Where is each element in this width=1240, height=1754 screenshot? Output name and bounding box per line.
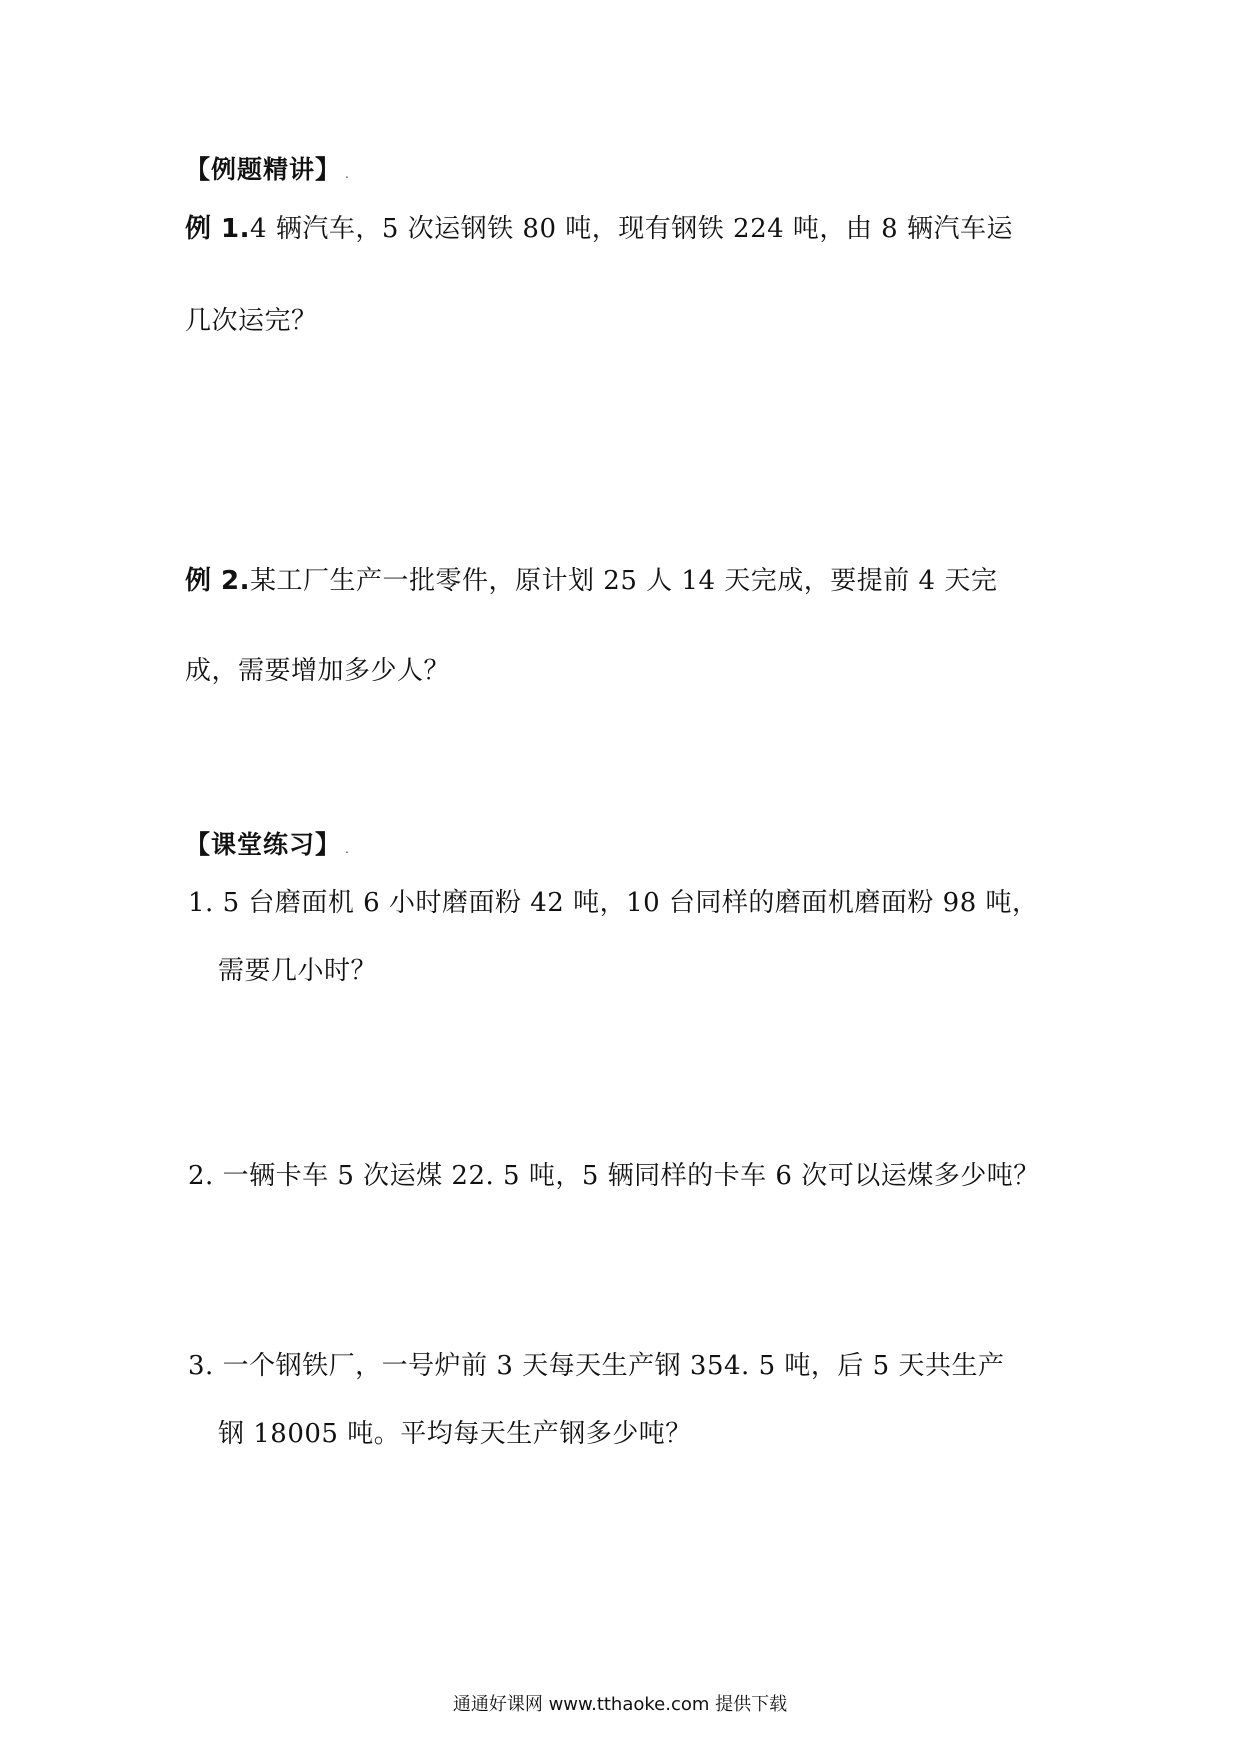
heading-mark: .	[345, 842, 350, 856]
example-2-line-2	[185, 650, 450, 687]
practice-1-line-1	[188, 882, 1039, 919]
practice-heading-text: 【课堂练习】	[185, 830, 342, 859]
examples-heading-text: 【例题精讲】	[185, 155, 342, 184]
practice-1-text-1: 1. 5 台磨面机 6 小时磨面粉 42 吨，10 台同样的磨面机磨面粉 98 吨，	[188, 888, 1039, 918]
example-2-line-1	[185, 560, 997, 597]
example-1-line-2	[185, 300, 318, 337]
practice-3-line-2	[218, 1413, 692, 1450]
example-1-label: 例 1.	[185, 214, 251, 244]
heading-mark: .	[345, 167, 350, 181]
example-1-line-1	[185, 208, 1013, 245]
practice-3-text-2: 钢 18005 吨。平均每天生产钢多少吨？	[218, 1419, 692, 1449]
example-1-text-1: 4 辆汽车，5 次运钢铁 80 吨，现有钢铁 224 吨，由 8 辆汽车运	[250, 214, 1013, 244]
example-1-text-2: 几次运完？	[185, 306, 318, 336]
practice-heading	[185, 825, 350, 861]
footer-text: 通通好课网 www.tthaoke.com 提供下载	[452, 1694, 788, 1715]
example-2-text-2: 成，需要增加多少人？	[185, 656, 451, 686]
practice-3-text-1: 3. 一个钢铁厂，一号炉前 3 天每天生产钢 354. 5 吨，后 5 天共生产	[188, 1351, 1005, 1381]
practice-3-line-1	[188, 1345, 1004, 1382]
practice-2-line-1	[188, 1155, 1040, 1192]
practice-1-text-2: 需要几小时？	[218, 956, 378, 986]
examples-heading	[185, 150, 350, 186]
practice-1-line-2	[218, 950, 377, 987]
example-2-text-1: 某工厂生产一批零件，原计划 25 人 14 天完成，要提前 4 天完	[250, 566, 998, 596]
example-2-label: 例 2.	[185, 566, 251, 596]
practice-2-text-1: 2. 一辆卡车 5 次运煤 22. 5 吨，5 辆同样的卡车 6 次可以运煤多少吨？	[188, 1161, 1040, 1191]
